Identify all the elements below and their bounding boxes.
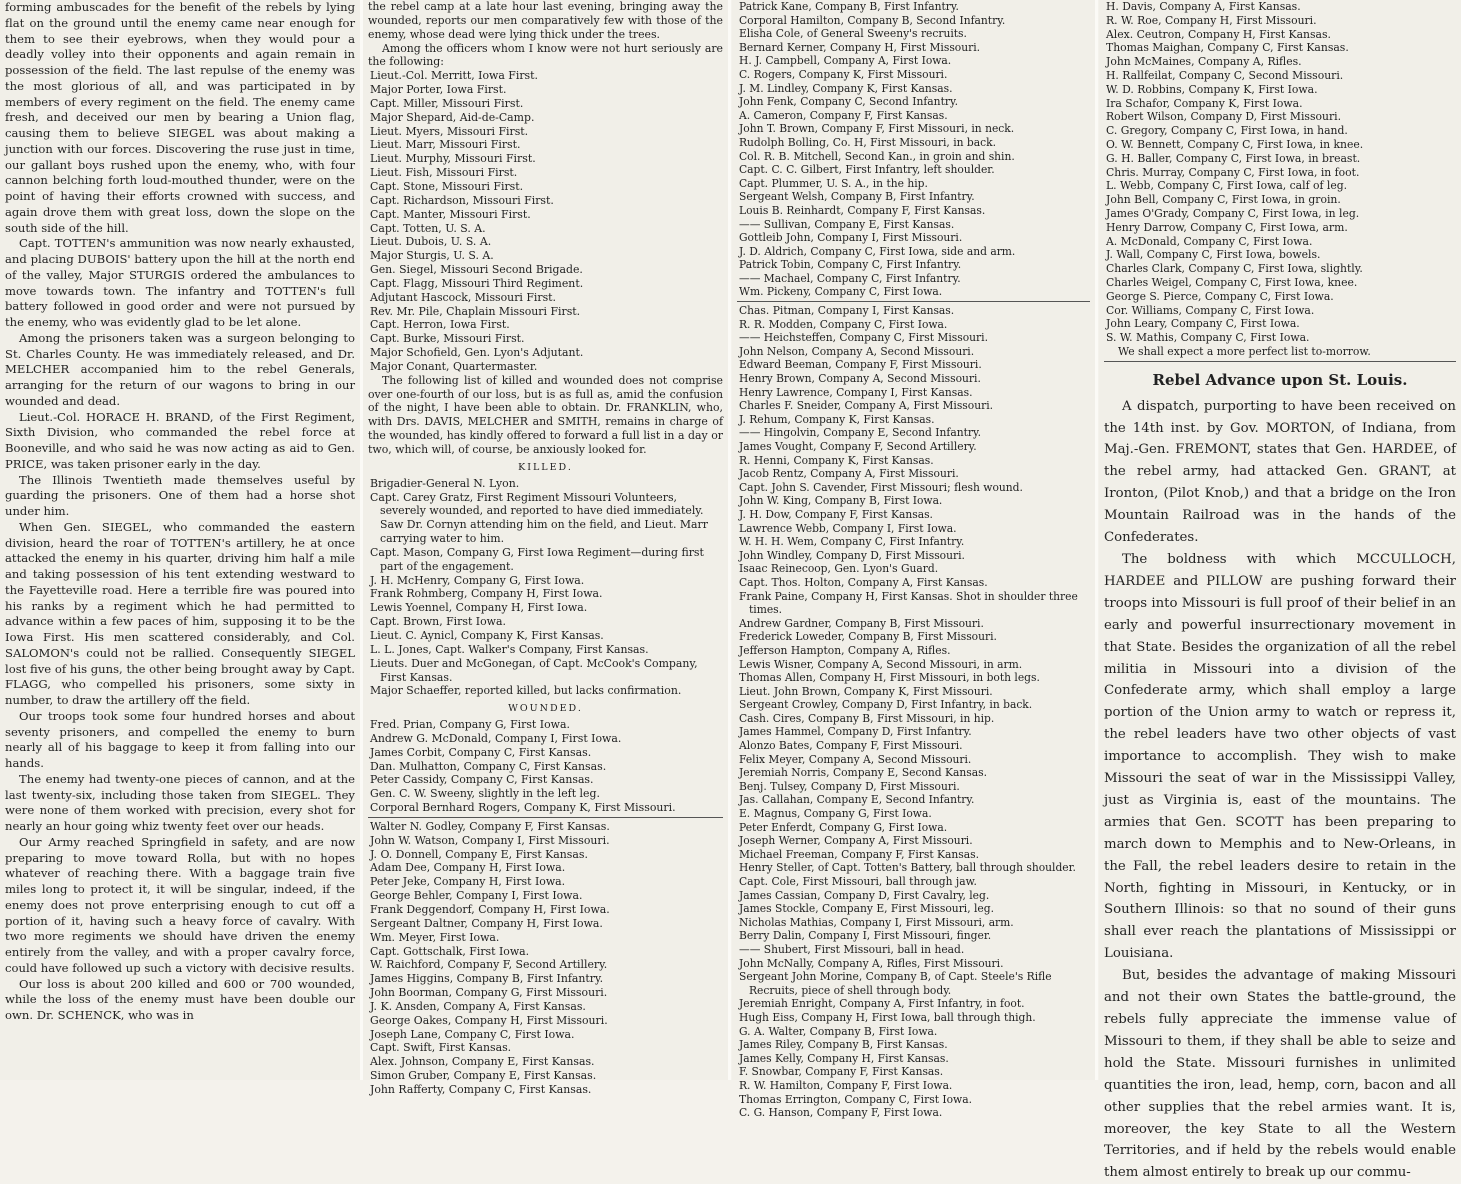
wounded-entry: J. Rehum, Company K, First Kansas. (739, 412, 935, 426)
column-officers-and-casualties (363, 0, 728, 1096)
wounded-entry: Peter Enferdt, Company G, First Iowa. (739, 820, 948, 834)
wounded-entry: Col. R. B. Mitchell, Second Kan., in groin and shin. (739, 149, 1015, 163)
wounded-entry: James Kelly, Company H, First Kansas. (739, 1051, 949, 1065)
wounded-entry: F. Snowbar, Company F, First Kansas. (739, 1065, 944, 1079)
column-battle-narrative (0, 0, 360, 1080)
article-headline: Rebel Advance upon St. Louis. (1152, 370, 1408, 389)
wounded-entry: Charles Weigel, Company C, First Iowa, knee. (1106, 275, 1358, 289)
officer-entry: Lieut. Myers, Missouri First. (370, 124, 529, 138)
wounded-entry: G. H. Baller, Company C, First Iowa, in breast. (1106, 151, 1361, 165)
wounded-entry: Capt. Plummer, U. S. A., in the hip. (739, 176, 928, 190)
wounded-entry: C. G. Hanson, Company F, First Iowa. (739, 1106, 943, 1120)
wounded-entry: Patrick Kane, Company B, First Infantry. (739, 0, 959, 13)
wounded-entry: H. Rallfeilat, Company C, Second Missouri. (1106, 68, 1344, 82)
wounded-entry: Elisha Cole, of General Sweeny's recruits. (739, 27, 967, 41)
article-paragraph: The enemy had twenty-one pieces of cannon, and at the last twenty-six, including those taken from SIEGEL. They were none of them worked with precision, every shot for nearly an hour going whiz twenty feet over our heads. (5, 771, 355, 833)
column-rule (737, 301, 1090, 302)
officer-entry: Lieut. Dubois, U. S. A. (370, 235, 492, 249)
killed-entry: Lieut. C. Aynicl, Company K, First Kansas. (370, 628, 604, 642)
wounded-entry: —— Heichsteffen, Company C, First Missouri. (739, 331, 988, 345)
wounded-entry: John T. Brown, Company F, First Missouri, in neck. (739, 122, 1015, 136)
officer-entry: Lieut. Marr, Missouri First. (370, 138, 521, 152)
wounded-entry: John Rafferty, Company C, First Kansas. (370, 1082, 592, 1096)
wounded-entry: R. W. Roe, Company H, First Missouri. (1106, 13, 1317, 27)
wounded-entry: Henry Darrow, Company C, First Iowa, arm. (1106, 220, 1348, 234)
wounded-entry: J. H. Dow, Company F, First Kansas. (739, 507, 933, 521)
wounded-entry: Fred. Prian, Company G, First Iowa. (370, 718, 570, 732)
wounded-entry: Jeremiah Enright, Company A, First Infantry, in foot. (739, 997, 1025, 1011)
wounded-entry: Peter Jeke, Company H, First Iowa. (370, 875, 566, 889)
article-body (1104, 396, 1456, 1184)
wounded-entry: S. W. Mathis, Company C, First Iowa. (1106, 331, 1310, 345)
wounded-list-continued (1104, 0, 1456, 359)
article-paragraph: forming ambuscades for the benefit of the rebels by lying flat on the ground until the enemy came near enough for them to see their eyebrows, when they would pour a deadly volley into their opponents and again remain in possession of the field. The last repulse of the enemy was the most glorious of all, and was participated in by members of every regiment on the field. The enemy came fresh, and deceived our men by bearing a Union flag, causing them to believe SIEGEL was about making a junction with our forces. Discovering the ruse just in time, our gallant boys rushed upon the enemy, who, with four cannon belching forth loud-mouthed thunder, were on the point of having their efforts crowned with success, and again drove them with great loss, down the slope on the south side of the hill. (5, 0, 355, 235)
wounded-entry: E. Magnus, Company G, First Iowa. (739, 807, 932, 821)
wounded-entry: Alex. Johnson, Company E, First Kansas. (370, 1055, 595, 1069)
column-rule (368, 817, 723, 818)
wounded-entry: Cor. Williams, Company C, First Iowa. (1106, 303, 1315, 317)
wounded-entry: Berry Dalin, Company I, First Missouri, finger. (739, 929, 992, 943)
wounded-entry: Lieut. John Brown, Company K, First Missouri. (739, 684, 993, 698)
wounded-entry: Michael Freeman, Company F, First Kansas. (739, 847, 980, 861)
wounded-entry: Gen. C. W. Sweeny, slightly in the left leg. (370, 787, 600, 801)
wounded-entry: George S. Pierce, Company C, First Iowa. (1106, 289, 1334, 303)
wounded-entry: Chas. Pitman, Company I, First Kansas. (739, 304, 955, 318)
officer-entry: Major Conant, Quartermaster. (370, 359, 538, 373)
wounded-entry: Patrick Tobin, Company C, First Infantry. (739, 258, 962, 272)
wounded-entry: W. D. Robbins, Company K, First Iowa. (1106, 82, 1318, 96)
wounded-entry: Bernard Kerner, Company H, First Missouri. (739, 40, 981, 54)
article-paragraph: Among the prisoners taken was a surgeon belonging to St. Charles County. He was immediately released, and Dr. MELCHER accompanied him to the rebel Generals, arranging for the return of our wagons to bring in our wounded and dead. (5, 330, 355, 408)
wounded-entry: James Vought, Company F, Second Artillery. (739, 440, 977, 453)
wounded-entry: A. Cameron, Company F, First Kansas. (739, 108, 948, 122)
wounded-entry: Andrew Gardner, Company B, First Missouri. (739, 616, 984, 630)
officer-entry: Capt. Burke, Missouri First. (370, 332, 525, 346)
article-paragraph: The Illinois Twentieth made themselves useful by guarding the prisoners. One of them had a horse shot under him. (5, 472, 355, 518)
wounded-entry: R. W. Hamilton, Company F, First Iowa. (739, 1078, 953, 1092)
wounded-entry: Ira Schafor, Company K, First Iowa. (1106, 96, 1303, 110)
article-paragraph: the rebel camp at a late hour last evening, bringing away the wounded, reports our men comparatively few with those of the enemy, whose dead were lying thick under the trees. (368, 0, 723, 41)
wounded-entry: Capt. Cole, First Missouri, ball through jaw. (739, 875, 977, 888)
officer-entry: Lieut. Fish, Missouri First. (370, 166, 518, 180)
wounded-entry: Henry Lawrence, Company I, First Kansas. (739, 385, 973, 399)
killed-heading: KILLED. (518, 461, 573, 473)
wounded-entry: R. Henni, Company K, First Kansas. (739, 453, 934, 467)
killed-entry: Capt. Mason, Company G, First Iowa Regiment—during first part of the engagement. (370, 545, 704, 573)
article-paragraph: When Gen. SIEGEL, who commanded the eastern division, heard the roar of TOTTEN's artillery, he at once attacked the enemy in his quarter, driving him half a mile and taking possession of his tent extending westward to the Fayetteville road. Here a terrible fire was poured into his ranks by a regiment which he had permitted to advance within a few paces of him, supposing it to be the Iowa First. His men scattered considerably, and Col. SALOMON's could not be rallied. Consequently SIEGEL lost five of his guns, the other being brought away by Capt. FLAGG, who compelled his prisoners, some sixty in number, to draw the artillery off the field. (5, 519, 355, 707)
wounded-entry: Frank Deggendorf, Company H, First Iowa. (370, 903, 610, 916)
wounded-entry: Capt. John S. Cavender, First Missouri; flesh wound. (739, 480, 1023, 494)
wounded-entry: W. Raichford, Company F, Second Artillery. (370, 958, 608, 972)
wounded-entry: Walter N. Godley, Company F, First Kansas. (370, 819, 610, 833)
wounded-entry: Frank Paine, Company H, First Kansas. Shot in shoulder three times. (739, 589, 1078, 617)
wounded-entry: James Hammel, Company D, First Infantry. (739, 725, 972, 739)
officer-entry: Major Schofield, Gen. Lyon's Adjutant. (370, 346, 584, 360)
officer-entry: Major Shepard, Aid-de-Camp. (370, 110, 535, 124)
wounded-entry: Lawrence Webb, Company I, First Iowa. (739, 521, 957, 535)
wounded-entry: G. A. Walter, Company B, First Iowa. (739, 1024, 938, 1038)
wounded-entry: George Behler, Company I, First Iowa. (370, 889, 583, 903)
wounded-entry: Jas. Callahan, Company E, Second Infantry. (739, 793, 975, 807)
wounded-entry: J. K. Ansden, Company A, First Kansas. (370, 999, 586, 1013)
wounded-entry: C. Gregory, Company C, First Iowa, in hand. (1106, 124, 1348, 138)
wounded-entry: Henry Steller, of Capt. Totten's Battery, ball through shoulder. (739, 861, 1076, 875)
officer-entry: Lieut. Murphy, Missouri First. (370, 152, 536, 166)
wounded-entry: Cash. Cires, Company B, First Missouri, in hip. (739, 711, 995, 725)
wounded-entry: Alex. Ceutron, Company H, First Kansas. (1106, 27, 1331, 41)
killed-entry: L. L. Jones, Capt. Walker's Company, First Kansas. (370, 642, 649, 656)
casualty-list-intro: The following list of killed and wounded does not comprise over one-fourth of our loss, but is as full as, amid the confusion of the night, I have been able to obtain. Dr. FRANKLIN, who, with Drs. DAVIS, MELCHER and SMITH, remains in charge of the wounded, has kindly offered to forward a full list in a day or two, which will, of course, be anxiously looked for. (368, 373, 723, 456)
wounded-entry: Frederick Loweder, Company B, First Missouri. (739, 630, 997, 644)
wounded-entry: John McMaines, Company A, Rifles. (1106, 55, 1302, 69)
wounded-entry: John McNally, Company A, Rifles, First Missouri. (739, 956, 1004, 970)
wounded-entry: R. R. Modden, Company C, First Iowa. (739, 317, 948, 331)
wounded-entry: Alonzo Bates, Company F, First Missouri. (739, 739, 963, 753)
wounded-entry: John Nelson, Company A, Second Missouri. (739, 344, 975, 358)
killed-entry: Brigadier-General N. Lyon. (370, 476, 520, 490)
officer-entry: Lieut.-Col. Merritt, Iowa First. (370, 69, 538, 83)
wounded-entry: Capt. C. C. Gilbert, First Infantry, left shoulder. (739, 163, 995, 177)
wounded-entry: Sergeant John Morine, Company B, of Capt. Steele's Rifle Recruits, piece of shell through body. (739, 970, 1052, 997)
article-paragraph: Our troops took some four hundred horses and about seventy prisoners, and compelled the enemy to burn nearly all of his baggage to keep it from falling into our hands. (5, 708, 355, 770)
wounded-entry: Simon Gruber, Company E, First Kansas. (370, 1069, 597, 1083)
wounded-entry: John Windley, Company D, First Missouri. (739, 548, 965, 562)
wounded-entry: James Higgins, Company B, First Infantry. (370, 972, 604, 986)
officer-entry: Capt. Herron, Iowa First. (370, 318, 510, 332)
column-gutter (728, 0, 731, 1080)
officer-entry: Adjutant Hascock, Missouri First. (370, 290, 557, 304)
officer-entry: Capt. Manter, Missouri First. (370, 207, 531, 221)
killed-entry: Capt. Carey Gratz, First Regiment Missouri Volunteers, severely wounded, and reported to have died immediately. Saw Dr. Cornyn attending him on the field, and Lieut. Marr carrying water to him. (370, 490, 708, 546)
wounded-entry: Rudolph Bolling, Co. H, First Missouri, in back. (739, 135, 997, 149)
column-wounded-list (732, 0, 1095, 1120)
wounded-entry: L. Webb, Company C, First Iowa, calf of leg. (1106, 179, 1348, 193)
wounded-entry: James Cassian, Company D, First Cavalry, leg. (739, 888, 990, 902)
article-paragraph: Lieut.-Col. HORACE H. BRAND, of the First Regiment, Sixth Division, who commanded the rebel force at Booneville, and who said he was now acting as aid to Gen. PRICE, was taken prisoner early in the day. (5, 409, 355, 471)
wounded-entry: James Riley, Company B, First Kansas. (739, 1038, 948, 1052)
wounded-entry: Capt. Gottschalk, First Iowa. (370, 944, 530, 958)
wounded-entry: Henry Brown, Company A, Second Missouri. (739, 372, 981, 386)
wounded-entry: Sergeant Crowley, Company D, First Infantry, in back. (739, 698, 1033, 712)
wounded-entry: Louis B. Reinhardt, Company F, First Kansas. (739, 203, 986, 217)
article-paragraph: Our Army reached Springfield in safety, and are now preparing to move toward Rolla, but with no hopes whatever of reaching there. With a baggage train five miles long to protect it, it will be singular, indeed, if the enemy does not prove enterprising enough to cut off a portion of it, having such a heavy force of cavalry. With two more regiments we should have driven the enemy entirely from the valley, and with a proper cavalry force, could have followed up such a victory with decisive results. (5, 834, 355, 975)
wounded-entry: John Bell, Company C, First Iowa, in groin. (1106, 193, 1341, 207)
wounded-entry: J. M. Lindley, Company K, First Kansas. (739, 81, 953, 95)
wounded-entry: Peter Cassidy, Company C, First Kansas. (370, 773, 594, 787)
article-paragraph: But, besides the advantage of making Missouri and not their own States the battle-ground, the rebels fully appreciate the immense value of Missouri to them, if they shall be able to seize and hold the State. Missouri furnishes in unlimited quantities the iron, lead, hemp, corn, bacon and all other supplies that the rebel armies want. It is, moreover, the key State to all the Western Territories, and if held by the rebels would enable them almost entirely to break up our commu- (1104, 968, 1456, 1181)
wounded-entry: John Leary, Company C, First Iowa. (1106, 317, 1300, 331)
wounded-entry: O. W. Bennett, Company C, First Iowa, in knee. (1106, 137, 1364, 151)
wounded-entry: H. J. Campbell, Company A, First Iowa. (739, 54, 952, 68)
column-gutter (1095, 0, 1098, 1080)
wounded-entry: Edward Beeman, Company F, First Missouri. (739, 358, 982, 372)
wounded-entry: Capt. Thos. Holton, Company A, First Kansas. (739, 575, 988, 589)
wounded-entry: Nicholas Mathias, Company I, First Missouri, arm. (739, 915, 1014, 929)
officer-entry: Major Sturgis, U. S. A. (370, 249, 494, 263)
officer-entry: Capt. Miller, Missouri First. (370, 96, 524, 110)
killed-entry: Lieuts. Duer and McGonegan, of Capt. McCook's Company, First Kansas. (370, 656, 698, 684)
killed-entry: Major Schaeffer, reported killed, but lacks confirmation. (370, 684, 682, 698)
wounded-entry: James Corbit, Company C, First Kansas. (370, 745, 592, 759)
wounded-entry: Andrew G. McDonald, Company I, First Iowa. (370, 731, 622, 745)
killed-entry: J. H. McHenry, Company G, First Iowa. (370, 573, 585, 587)
wounded-entry: Thomas Maighan, Company C, First Kansas. (1106, 41, 1349, 55)
officer-entry: Capt. Richardson, Missouri First. (370, 193, 554, 207)
killed-entry: Lewis Yoennel, Company H, First Iowa. (370, 601, 588, 615)
officers-intro: Among the officers whom I know were not hurt seriously are the following: (368, 41, 723, 69)
wounded-entry: Isaac Reinecoop, Gen. Lyon's Guard. (739, 562, 939, 576)
article-paragraph: Capt. TOTTEN's ammunition was now nearly exhausted, and placing DUBOIS' battery upon the hill at the north end of the valley, Major STURGIS ordered the ambulances to move towards town. The infantry and TOTTEN's full battery followed in good order and were not pursued by the enemy, who was evidently glad to be let alone. (5, 236, 355, 329)
wounded-entry: Corporal Bernhard Rogers, Company K, First Missouri. (370, 801, 676, 815)
wounded-entry: Wm. Meyer, First Iowa. (370, 930, 500, 944)
wounded-entry: Adam Dee, Company H, First Iowa. (370, 861, 566, 875)
wounded-entry: Benj. Tulsey, Company D, First Missouri. (739, 779, 960, 793)
officer-entry: Capt. Totten, U. S. A. (370, 221, 486, 235)
wounded-entry: Gottleib John, Company I, First Missouri. (739, 231, 963, 245)
killed-entry: Capt. Brown, First Iowa. (370, 615, 506, 629)
officer-entry: Capt. Stone, Missouri First. (370, 179, 524, 193)
officer-entry: Gen. Siegel, Missouri Second Brigade. (370, 263, 583, 277)
column-rule (1104, 361, 1456, 362)
wounded-entry: James Stockle, Company E, First Missouri, leg. (739, 902, 994, 916)
wounded-entry: Joseph Lane, Company C, First Iowa. (370, 1027, 575, 1041)
wounded-entry: Charles F. Sneider, Company A, First Missouri. (739, 399, 994, 413)
wounded-entry: Sergeant Welsh, Company B, First Infantry. (739, 190, 975, 204)
wounded-entry: Jefferson Hampton, Company A, Rifles. (739, 643, 951, 657)
article-paragraph: Our loss is about 200 killed and 600 or 700 wounded, while the loss of the enemy must have been double our own. Dr. SCHENCK, who was in (5, 976, 355, 1022)
wounded-entry: Jeremiah Norris, Company E, Second Kansas. (739, 766, 987, 780)
wounded-entry: Dan. Mulhatton, Company C, First Kansas. (370, 759, 607, 773)
wounded-entry: —— Shubert, First Missouri, ball in head. (739, 942, 965, 956)
wounded-entry: —— Hingolvin, Company E, Second Infantry. (739, 426, 982, 440)
wounded-entry: Jacob Rentz, Company A, First Missouri. (739, 467, 959, 481)
wounded-entry: J. Wall, Company C, First Iowa, bowels. (1106, 248, 1321, 262)
wounded-entry: W. H. H. Wem, Company C, First Infantry. (739, 535, 965, 549)
wounded-entry: Felix Meyer, Company A, Second Missouri. (739, 752, 972, 766)
article-paragraph: The boldness with which MCCULLOCH, HARDEE and PILLOW are pushing forward their troops into Missouri is full proof of their belief in an early and powerful insurrectionary movement in that State. Besides the organization of all the rebel militia in Missouri into a division of the Confederate army, which shall employ a large portion of the Union army to watch or repress it, the rebel leaders have two other objects of vast importance to accomplish. They wish to make Missouri the seat of war in the Mississippi Valley, just as Virginia is, east of the mountains. The armies that Gen. SCOTT has been preparing to march down to Memphis and to New-Orleans, in the Fall, the rebel leaders desire to retain in the North, fighting in Missouri, in Kentucky, or in Southern Illinois: so that no sound of their guns shall ever reach the plantations of Mississippi or Louisiana. (1104, 551, 1456, 962)
wounded-entry: J. D. Aldrich, Company C, First Iowa, side and arm. (739, 244, 1016, 258)
closing-note: We shall expect a more perfect list to-morrow. (1118, 344, 1371, 358)
wounded-entry: —— Sullivan, Company E, First Kansas. (739, 217, 955, 231)
wounded-entry: James O'Grady, Company C, First Iowa, in leg. (1106, 206, 1360, 220)
wounded-heading: WOUNDED. (508, 703, 583, 715)
wounded-entry: Wm. Pickeny, Company C, First Iowa. (739, 285, 943, 299)
wounded-entry: Thomas Allen, Company H, First Missouri, in both legs. (739, 671, 1040, 685)
officer-entry: Major Porter, Iowa First. (370, 83, 507, 97)
wounded-entry: George Oakes, Company H, First Missouri. (370, 1013, 608, 1027)
article-paragraph: A dispatch, purporting to have been received on the 14th inst. by Gov. MORTON, of Indiana, from Maj.-Gen. FREMONT, states that Gen. HARDEE, of the rebel army, had attacked Gen. GRANT, at Ironton, (Pilot Knob,) and that a bridge on the Iron Mountain Railroad was in the hands of the Confederates. (1104, 398, 1456, 546)
wounded-entry: Sergeant Daltner, Company H, First Iowa. (370, 916, 603, 930)
wounded-entry: Joseph Werner, Company A, First Missouri. (739, 834, 973, 848)
officer-entry: Capt. Flagg, Missouri Third Regiment. (370, 276, 584, 290)
wounded-entry: Charles Clark, Company C, First Iowa, slightly. (1106, 262, 1363, 276)
wounded-entry: —— Machael, Company C, First Infantry. (739, 271, 961, 285)
column-rebel-advance (1099, 0, 1461, 1181)
wounded-entry: Corporal Hamilton, Company B, Second Infantry. (739, 13, 1006, 27)
wounded-entry: Capt. Swift, First Kansas. (370, 1041, 512, 1055)
wounded-entry: H. Davis, Company A, First Kansas. (1106, 0, 1301, 13)
wounded-entry: Chris. Murray, Company C, First Iowa, in foot. (1106, 165, 1360, 179)
wounded-entry: Thomas Errington, Company C, First Iowa. (739, 1092, 972, 1106)
killed-entry: Frank Rohmberg, Company H, First Iowa. (370, 587, 603, 601)
wounded-entry: John W. King, Company B, First Iowa. (739, 494, 943, 508)
wounded-entry: J. O. Donnell, Company E, First Kansas. (370, 847, 588, 861)
wounded-entry: Lewis Wisner, Company A, Second Missouri, in arm. (739, 657, 1023, 671)
wounded-entry: C. Rogers, Company K, First Missouri. (739, 67, 948, 81)
wounded-entry: John Boorman, Company G, First Missouri. (370, 986, 608, 1000)
wounded-entry: Hugh Eiss, Company H, First Iowa, ball through thigh. (739, 1010, 1036, 1024)
wounded-entry: John W. Watson, Company I, First Missouri. (370, 833, 610, 847)
wounded-entry: John Fenk, Company C, Second Infantry. (739, 95, 958, 109)
officer-entry: Rev. Mr. Pile, Chaplain Missouri First. (370, 304, 581, 318)
wounded-entry: Robert Wilson, Company D, First Missouri. (1106, 110, 1342, 124)
wounded-entry: A. McDonald, Company C, First Iowa. (1106, 234, 1313, 248)
